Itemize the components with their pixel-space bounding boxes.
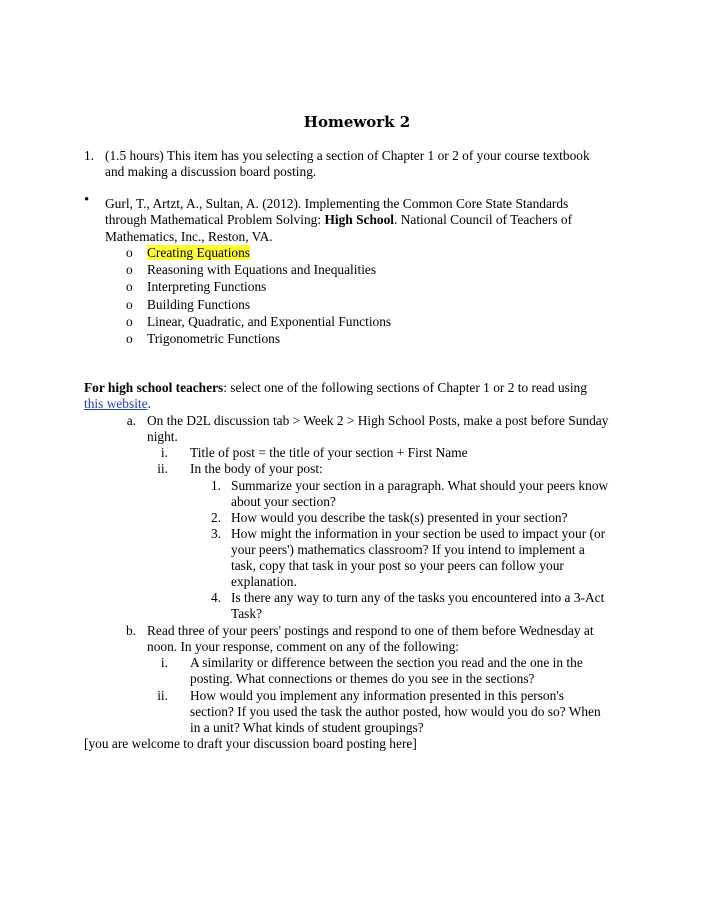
sub-bullet: o bbox=[126, 245, 133, 260]
website-link-line bbox=[84, 396, 151, 412]
section-item-highlighted: Creating Equations bbox=[147, 245, 251, 260]
step-b-i-line2: posting. What connections or themes do you see in the sections? bbox=[190, 671, 535, 686]
sub-bullet: o bbox=[126, 314, 133, 329]
step-b-i-line1: A similarity or difference between the section you read and the one in the bbox=[190, 655, 583, 670]
item1-line2: and making a discussion board posting. bbox=[105, 164, 317, 179]
question-4-label: 4. bbox=[210, 590, 221, 605]
sub-bullet: o bbox=[126, 331, 133, 346]
sub-bullet: o bbox=[126, 297, 133, 312]
section-item: Linear, Quadratic, and Exponential Functions bbox=[147, 314, 392, 329]
question-1-label: 1. bbox=[210, 478, 221, 493]
question-1-line1: Summarize your section in a paragraph. What should your peers know bbox=[231, 478, 609, 493]
question-2-label: 2. bbox=[210, 510, 221, 525]
step-b-ii-line3: in a unit? What kinds of student groupings? bbox=[190, 720, 424, 735]
step-b-line1: Read three of your peers' postings and respond to one of them before Wednesday at bbox=[147, 623, 594, 638]
high-school-label: For high school teachers bbox=[84, 380, 224, 395]
section-item: Interpreting Functions bbox=[147, 279, 267, 294]
step-a-label: a. bbox=[126, 413, 136, 428]
question-2-line1: How would you describe the task(s) presented in your section? bbox=[231, 510, 568, 525]
item-number: 1. bbox=[83, 148, 94, 163]
question-3-line4: explanation. bbox=[231, 574, 297, 589]
step-a-line1: On the D2L discussion tab > Week 2 > High School Posts, make a post before Sunday bbox=[147, 413, 609, 428]
question-3-label: 3. bbox=[210, 526, 221, 541]
item1-line1: (1.5 hours) This item has you selecting a section of Chapter 1 or 2 of your course textbook bbox=[105, 148, 590, 163]
question-3-line2: your peers') mathematics classroom? If you intend to implement a bbox=[231, 542, 585, 557]
reference-line2 bbox=[105, 212, 572, 228]
website-link[interactable]: this website bbox=[84, 396, 148, 411]
reference-line3: Mathematics, Inc., Reston, VA. bbox=[105, 229, 273, 244]
step-b-line2: noon. In your response, comment on any of the following: bbox=[147, 639, 460, 654]
sub-bullet: o bbox=[126, 279, 133, 294]
step-b-ii-label: ii. bbox=[157, 688, 168, 703]
section-item bbox=[147, 245, 250, 261]
step-ii-text: In the body of your post: bbox=[190, 461, 323, 476]
reference-line1: Gurl, T., Artzt, A., Sultan, A. (2012). Implementing the Common Core State Standards bbox=[105, 196, 569, 211]
step-i-text: Title of post = the title of your section + First Name bbox=[190, 445, 468, 460]
reference-bullet: • bbox=[84, 192, 90, 208]
reference-emphasis: High School bbox=[324, 212, 395, 227]
step-ii-label: ii. bbox=[157, 461, 168, 476]
step-a-line2: night. bbox=[147, 429, 178, 444]
step-b-ii-line2: section? If you used the task the author posted, how would you do so? When bbox=[190, 704, 601, 719]
step-b-ii-line1: How would you implement any information presented in this person's bbox=[190, 688, 564, 703]
high-school-text: : select one of the following sections of Chapter 1 or 2 to read using bbox=[223, 380, 587, 395]
step-i-label: i. bbox=[160, 445, 168, 460]
question-3-line1: How might the information in your section be used to impact your (or bbox=[231, 526, 606, 541]
question-1-line2: about your section? bbox=[231, 494, 336, 509]
question-4-line2: Task? bbox=[231, 606, 263, 621]
reference-line2-post: . National Council of Teachers of bbox=[394, 212, 573, 227]
section-item: Trigonometric Functions bbox=[147, 331, 281, 346]
question-4-line1: Is there any way to turn any of the tasks you encountered into a 3-Act bbox=[231, 590, 605, 605]
step-b-i-label: i. bbox=[160, 655, 168, 670]
sub-bullet: o bbox=[126, 262, 133, 277]
step-b-label: b. bbox=[125, 623, 136, 638]
question-3-line3: task, copy that task in your post so your peers can follow your bbox=[231, 558, 564, 573]
section-item: Reasoning with Equations and Inequalities bbox=[147, 262, 377, 277]
link-period: . bbox=[147, 396, 151, 411]
high-school-intro bbox=[84, 380, 587, 396]
draft-note: [you are welcome to draft your discussion board posting here] bbox=[84, 736, 417, 751]
reference-line2-pre: through Mathematical Problem Solving: bbox=[105, 212, 325, 227]
page-title: Homework 2 bbox=[303, 113, 411, 131]
section-item: Building Functions bbox=[147, 297, 251, 312]
